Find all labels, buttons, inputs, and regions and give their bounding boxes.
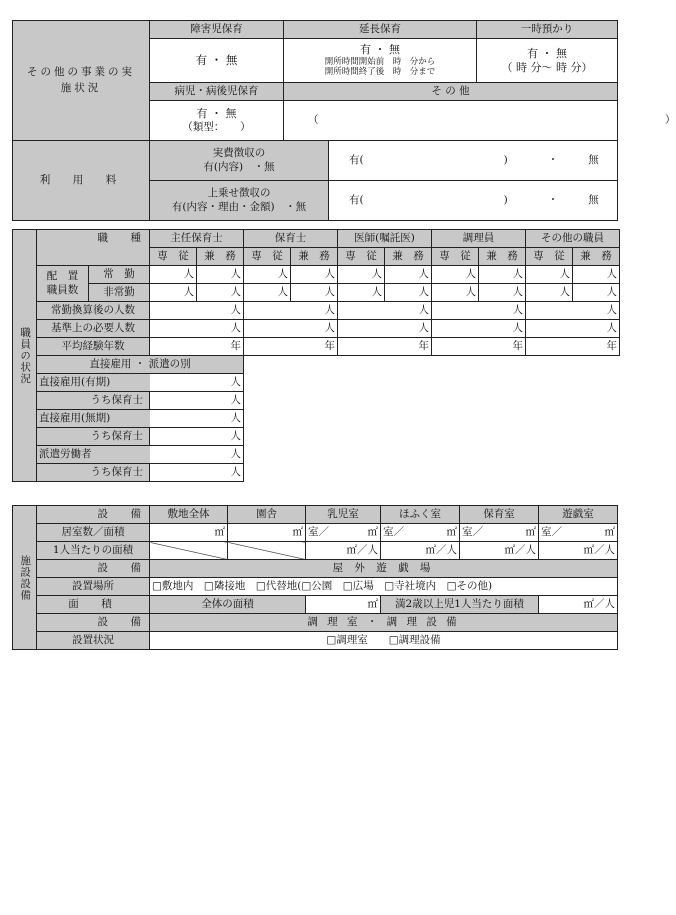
room-area-cell[interactable]: 室／ ㎡	[381, 524, 460, 542]
total-area-cell[interactable]: ㎡	[306, 596, 381, 614]
per-child-label: 1人当たりの面積	[37, 542, 150, 560]
part-label: 兼 務	[479, 248, 526, 266]
business-and-fee-table	[12, 20, 676, 221]
converted-cell[interactable]: 人	[338, 302, 432, 320]
required-label: 基準上の必要人数	[37, 320, 150, 338]
facility-col-infant: 乳児室	[306, 506, 381, 524]
fee-label: 利 用 料	[13, 141, 150, 221]
staff-table	[12, 229, 620, 482]
install-label: 設置状況	[37, 632, 150, 650]
employment-row-label: うち保育士	[89, 428, 150, 446]
indent-cell	[37, 464, 89, 482]
temporary-care-value[interactable]: 有 ・ 無 （ 時 分～ 時 分）	[477, 39, 618, 83]
other-business-label: その他の事業の実施状況	[13, 21, 150, 141]
nonregular-cell[interactable]: 人	[432, 284, 479, 302]
avg-years-cell[interactable]: 年	[432, 338, 526, 356]
temporary-care-title: 一時預かり	[477, 21, 618, 39]
room-area-cell[interactable]: 室／ ㎡	[306, 524, 381, 542]
nonregular-cell[interactable]: 人	[244, 284, 291, 302]
employment-row-label: 直接雇用(有期)	[37, 374, 150, 392]
job-head-cook: 調理員	[432, 230, 526, 248]
actual-fee-value[interactable]: 有( ) ・ 無	[329, 141, 618, 181]
facility-label: 設 備	[37, 506, 150, 524]
regular-cell[interactable]: 人	[291, 266, 338, 284]
regular-cell[interactable]: 人	[479, 266, 526, 284]
full-label: 専 従	[244, 248, 291, 266]
nonregular-cell[interactable]: 人	[150, 284, 197, 302]
other-value[interactable]: （ ）	[284, 101, 618, 141]
area-label: 面 積	[37, 596, 150, 614]
full-label: 専 従	[432, 248, 479, 266]
employment-row-label: 派遣労働者	[37, 446, 150, 464]
required-cell[interactable]: 人	[338, 320, 432, 338]
kitchen-title: 調 理 室 ・ 調 理 設 備	[150, 614, 618, 632]
employment-row-value[interactable]: 人	[150, 410, 244, 428]
extra-fee-title: 上乗せ徴収の 有(内容・理由・金額) ・無	[150, 181, 329, 221]
staff-section-label: 職員の状況	[13, 230, 37, 482]
per-child-cell[interactable]: ㎡／人	[381, 542, 460, 560]
facility-col-crawl: ほふく室	[381, 506, 460, 524]
employment-row-value[interactable]: 人	[150, 428, 244, 446]
avg-years-cell[interactable]: 年	[338, 338, 432, 356]
room-area-label: 居室数／面積	[37, 524, 150, 542]
facility-col-building: 園舎	[228, 506, 306, 524]
employment-row-value[interactable]: 人	[150, 446, 244, 464]
nonregular-cell[interactable]: 人	[573, 284, 620, 302]
regular-cell[interactable]: 人	[197, 266, 244, 284]
full-label: 専 従	[338, 248, 385, 266]
job-head-chief: 主任保育士	[150, 230, 244, 248]
avg-years-label: 平均経験年数	[37, 338, 150, 356]
facility-section-label: 施設設備	[13, 506, 37, 650]
required-cell[interactable]: 人	[150, 320, 244, 338]
nonregular-cell[interactable]: 人	[197, 284, 244, 302]
room-area-cell[interactable]: ㎡	[150, 524, 228, 542]
per-child-2plus-cell[interactable]: ㎡／人	[539, 596, 618, 614]
location-options[interactable]: □敷地内 □隣接地 □代替地(□公園 □広場 □寺社境内 □その他)	[150, 578, 618, 596]
regular-cell[interactable]: 人	[526, 266, 573, 284]
part-label: 兼 務	[573, 248, 620, 266]
per-child-cell[interactable]: ㎡／人	[539, 542, 618, 560]
job-head-doctor: 医師(嘱託医)	[338, 230, 432, 248]
per-child-2plus-label: 満2歳以上児1人当たり面積	[381, 596, 539, 614]
nonregular-cell[interactable]: 人	[526, 284, 573, 302]
room-area-cell[interactable]: ㎡	[228, 524, 306, 542]
diagonal-cell	[228, 542, 306, 560]
required-cell[interactable]: 人	[432, 320, 526, 338]
part-label: 兼 務	[197, 248, 244, 266]
location-label: 設置場所	[37, 578, 150, 596]
part-label: 兼 務	[385, 248, 432, 266]
employment-row-label: うち保育士	[89, 464, 150, 482]
avg-years-cell[interactable]: 年	[150, 338, 244, 356]
full-label: 専 従	[150, 248, 197, 266]
kitchen-facility-label: 設 備	[37, 614, 150, 632]
indent-cell	[37, 392, 89, 410]
regular-cell[interactable]: 人	[150, 266, 197, 284]
nonregular-label: 非常勤	[89, 284, 150, 302]
employment-row-label: 直接雇用(無期)	[37, 410, 150, 428]
actual-fee-title: 実費徴収の 有(内容) ・無	[150, 141, 329, 181]
sick-care-value[interactable]: 有 ・ 無 （類型： ）	[150, 101, 284, 141]
other-title: そ の 他	[284, 83, 618, 101]
disabled-care-value[interactable]: 有 ・ 無	[150, 39, 284, 83]
converted-label: 常勤換算後の人数	[37, 302, 150, 320]
avg-years-cell[interactable]: 年	[526, 338, 620, 356]
nonregular-cell[interactable]: 人	[338, 284, 385, 302]
regular-cell[interactable]: 人	[244, 266, 291, 284]
placement-label: 配 置 職員数	[37, 266, 89, 302]
disabled-care-title: 障害児保育	[150, 21, 284, 39]
indent-cell	[37, 428, 89, 446]
job-type-header: 職 種	[37, 230, 150, 266]
facility-col-play: 遊戯室	[539, 506, 618, 524]
full-label: 専 従	[526, 248, 573, 266]
room-area-cell[interactable]: 室／ ㎡	[460, 524, 539, 542]
sick-care-title: 病児・病後児保育	[150, 83, 284, 101]
facility-col-site: 敷地全体	[150, 506, 228, 524]
regular-cell[interactable]: 人	[432, 266, 479, 284]
per-child-cell[interactable]: ㎡／人	[460, 542, 539, 560]
employment-row-value[interactable]: 人	[150, 392, 244, 410]
total-area-label: 全体の面積	[150, 596, 306, 614]
employment-row-value[interactable]: 人	[150, 464, 244, 482]
nonregular-cell[interactable]: 人	[385, 284, 432, 302]
regular-cell[interactable]: 人	[385, 266, 432, 284]
extended-care-value[interactable]: 有 ・ 無 開所時間開始前 時 分から 開所時間終了後 時 分まで	[284, 39, 477, 83]
employment-row-label: うち保育士	[89, 392, 150, 410]
facility-table	[12, 505, 618, 650]
extra-fee-value[interactable]: 有( ) ・ 無	[329, 181, 618, 221]
converted-cell[interactable]: 人	[244, 302, 338, 320]
converted-cell[interactable]: 人	[526, 302, 620, 320]
employment-row-value[interactable]: 人	[150, 374, 244, 392]
regular-cell[interactable]: 人	[338, 266, 385, 284]
avg-years-cell[interactable]: 年	[244, 338, 338, 356]
nonregular-cell[interactable]: 人	[479, 284, 526, 302]
regular-cell[interactable]: 人	[573, 266, 620, 284]
required-cell[interactable]: 人	[526, 320, 620, 338]
nonregular-cell[interactable]: 人	[291, 284, 338, 302]
extended-care-title: 延長保育	[284, 21, 477, 39]
regular-label: 常 勤	[89, 266, 150, 284]
required-cell[interactable]: 人	[244, 320, 338, 338]
converted-cell[interactable]: 人	[150, 302, 244, 320]
diagonal-cell	[150, 542, 228, 560]
part-label: 兼 務	[291, 248, 338, 266]
room-area-cell[interactable]: 室／ ㎡	[539, 524, 618, 542]
outdoor-facility-label: 設 備	[37, 560, 150, 578]
blank-area	[244, 356, 620, 482]
kitchen-options[interactable]: □調理室 □調理設備	[150, 632, 618, 650]
outdoor-title: 屋 外 遊 戯 場	[150, 560, 618, 578]
employment-header: 直接雇用 ・ 派遣の別	[37, 356, 244, 374]
job-head-nursery: 保育士	[244, 230, 338, 248]
per-child-cell[interactable]: ㎡／人	[306, 542, 381, 560]
converted-cell[interactable]: 人	[432, 302, 526, 320]
facility-col-nursery: 保育室	[460, 506, 539, 524]
job-head-other: その他の職員	[526, 230, 620, 248]
